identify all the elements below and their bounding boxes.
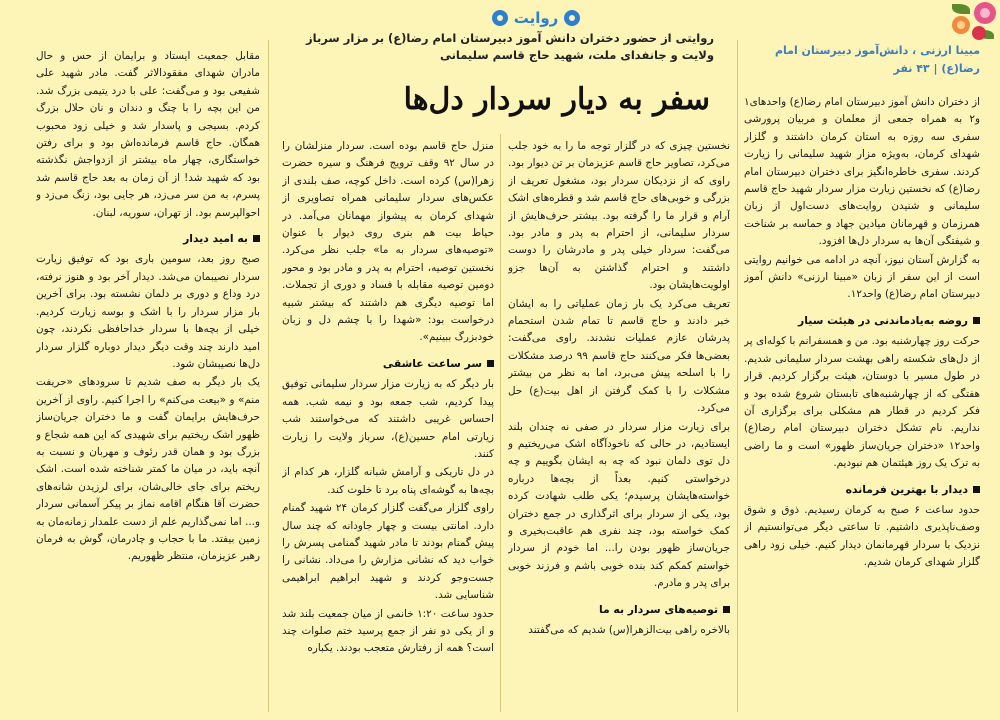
subheading	[282, 355, 494, 372]
paragraph: حدود ساعت ۶ صبح به کرمان رسیدیم. ذوق و شوق وصف‌ناپذیری داشتیم. تا ساعتی دیگر می‌توانستیم از نزدیک با سردار قهرمانمان دیدار کنیم. خیلی زود راهی گلزار شهدای کرمان شدیم.	[744, 503, 980, 569]
paragraph: مقابل جمعیت ایستاد و برایمان از حس و حال مادران شهدای مفقودالاثر گفت. مادر شهید علی شفیعی بود و می‌گفت: علی با درد یتیمی بزرگ شد. من این بچه را با چنگ و دندان و نان حلال بزرگ کردم. بسیجی و پاسدار شد و خیلی زود محبوب همگان. حاج قاسم فرمانده‌اش بود و برای رفتن خواستگاری، چهار ماه بیشتر از ازدواجش نگذشته بود که شهید شد! از آن زمان به بعد حاج قاسم شد پسرم، به من سر می‌زد، هر جایی بود، زنگ می‌زد و احوالپرسم بود. از تهران، سوریه، لبنان.	[36, 50, 260, 219]
article-column-4	[36, 48, 260, 710]
blue-flower-icon	[564, 10, 580, 26]
square-bullet-icon	[973, 486, 980, 493]
article-kicker: روایتی از حضور دختران دانش آموز دبیرستان امام رضا(ع) بر مزار سرباز ولایت و جانفدای ملت، شهید حاج قاسم سلیمانی	[306, 31, 714, 62]
paragraph: حدود ساعت ۱:۲۰ خانمی از میان جمعیت بلند شد و از یکی دو نفر از جمع پرسید ختم صلوات چند است؟ همه از رفتارش متعجب بودند. یکباره	[282, 607, 494, 655]
paragraph: بار دیگر که به زیارت مزار سردار سلیمانی توفیق پیدا کردیم، شب جمعه بود و نیمه شب. همه احساس غریبی داشتند که می‌خواستند شب زیارتی امام حسین(ع)، سرباز ولایت را زیارت کنند.	[282, 378, 494, 460]
paragraph: حرکت روز چهارشنبه بود. من و همسفرانم با کوله‌ای پر از دل‌های شکسته راهی بهشت سردار سلیمانی شدیم. در طول مسیر با دوستان، هیئت برگزار کردیم. قرار هفتگی که از چهارشنبه‌های تابستان شروع شده بود و فکر کردیم در قطار هم مشکلی برای برگزاری آن نداریم. نام تشکل دختران دبیرستان امام رضا(ع) واحد۱۲ «دختران جریان‌ساز ظهور» است و ما راضی به ترک یک روز هیئتمان هم نبودیم.	[744, 335, 980, 470]
column-divider	[737, 40, 738, 712]
subheading-text: سر ساعت عاشقی	[382, 356, 482, 370]
paragraph: در دل تاریکی و آرامش شبانه گلزار، هر کدام از بچه‌ها به گوشه‌ای پناه برد تا خلوت کند.	[282, 466, 494, 496]
subheading-text: روضه به‌یادماندنی در هیئت سیار	[798, 313, 968, 327]
article-column-2	[508, 138, 730, 710]
subheading	[744, 481, 980, 498]
subheading-text: توصیه‌های سردار به ما	[598, 602, 718, 616]
paragraph: یک بار دیگر به صف شدیم تا سرودهای «حریفت منم» و «بیعت می‌کنم» را اجرا کنیم. راوی از آخرین حرف‌هایش برایمان گفت و ما دختران جریان‌ساز ظهور اشک ریختیم برای شهیدی که این همه شجاع و بزرگ بود و همان قدر رئوف و مهربان و نسبت به آنچه باید، در میان ما کمتر شناخته شده است. اشک ریختم برای جای خالی‌شان، برای لرزیدن شانه‌های حضرت آقا هنگام اقامه نماز بر پیکر آسمانی سردار و... اما نمی‌گذاریم علم از دست علمدار زمانه‌مان به زمین بیفتد. ما با حجاب و چادرمان، گوش به فرمان رهبر عزیزمان، منتظر ظهوریم.	[36, 376, 260, 563]
column-divider	[268, 40, 269, 712]
blue-flower-icon	[492, 10, 508, 26]
paragraph: بالاخره راهی بیت‌الزهرا(س) شدیم که می‌گفتند	[528, 623, 730, 636]
paragraph: تعریف می‌کرد یک بار زمان عملیاتی را به ایشان خبر دادند و حاج قاسم تا تمام شدن استحمام پدرشان عازم عملیات نشدند. راوی می‌گفت: بعضی‌ها فکر می‌کنند حاج قاسم ۹۹ درصد مشکلات را با اسلحه پیش می‌برد، اما به نظر من بیشتر مشکلات را با کمک گرفتن از اهل بیت(ع) حل می‌کرد.	[508, 297, 730, 415]
square-bullet-icon	[723, 606, 730, 613]
square-bullet-icon	[973, 317, 980, 324]
flower-ornament-icon	[940, 0, 1000, 48]
column-divider	[500, 134, 501, 712]
byline: مبینا ارزنی ، دانش‌آموز دبیرستان امام رضا(ع) | ۴۳ نفر	[774, 44, 980, 75]
paragraph: صبح روز بعد، سومین باری بود که توفیق زیارت سردار نصیبمان می‌شد. دیدار آخر بود و هنوز نرفته، درد وداع و دوری بر دلمان نشسته بود. برای آخرین بار مزار سردار را با اشک و بوسه زیارت کردیم. خیلی از بچه‌ها با سردار خداحافظی نکردند، چون امید دارند چند وقت دیگر دیدار دوباره گلزار سردار دل‌ها نصیبشان شود.	[36, 253, 260, 370]
section-tag	[486, 4, 586, 32]
subheading-text: به امید دیدار	[183, 232, 248, 246]
article-column-1	[744, 94, 980, 710]
article-headline: سفر به دیار سردار دل‌ها	[403, 82, 710, 117]
square-bullet-icon	[487, 360, 494, 367]
article-column-3	[282, 138, 494, 710]
paragraph: از دختران دانش آموز دبیرستان امام رضا(ع) واحدهای۱ و۲ به همراه جمعی از معلمان و مربیان پرورشی سفری سه روزه به استان کرمان داشتند و گلزار شهدای کرمان، به‌ویژه مزار شهید سلیمانی را زیارت کردند. سفری خاطره‌انگیز برای دختران دبیرستان امام رضا(ع) که نخستین زیارت مزار سردار شهید حاج قاسم سلیمانی و شنیدن روایت‌های دست‌اول از زبان همرزمان و قهرمانان میادین جهاد و حماسه بر شناخت و شیفتگی آن‌ها به سردار دل‌ها افزود.	[744, 96, 980, 248]
square-bullet-icon	[253, 235, 260, 242]
paragraph: به گزارش آستان نیوز، آنچه در ادامه می خوانیم روایتی است از این سفر از زبان «مبینا ارزنی» دانش آموز دبیرستان امام رضا(ع) واحد۱۲.	[744, 253, 980, 301]
paragraph: منزل حاج قاسم بوده است. سردار منزلشان را در سال ۹۲ وقف ترویج فرهنگ و سیره حضرت زهرا(س) کرده است. داخل کوچه، صف بلندی از عکس‌های سردار سلیمانی همراه تصاویری از شهدای کرمان به پیشواز مهمانان می‌آمد. در حیاط بیت هم بنری روی دیوار با عنوان «توصیه‌های سردار به ما» جلب نظر می‌کرد. نخستین توصیه، احترام به پدر و مادر بود و محور دومین توصیه مقابله با فساد و دوری از تجملات. اما توصیه دیگری هم داشتند که بیشتر شبیه درخواست بود: «شهدا را با چشم دل و زبان خودبزرگ ببینیم».	[282, 140, 494, 344]
subheading-text: دیدار با بهترین فرمانده	[845, 482, 968, 496]
subheading	[508, 601, 730, 618]
paragraph: برای زیارت مزار سردار در صفی نه چندان بلند ایستادیم، در حالی که ناخودآگاه اشک می‌ریختیم و دل توی دلمان نبود که چه به ایشان بگوییم و چه درخواستی کنیم. بعداً از بچه‌ها درباره خواسته‌هایشان پرسیدم؛ یکی طلب شهادت کرده بود، یکی از سردار برای اثرگذاری در جمع دختران کمک خواسته بود، چند نفری هم عاقبت‌بخیری و جریان‌ساز ظهور بودن را... اما خودم از سردار خواستم کمکم کند بنده خوبی باشم و فرزند خوبی برای پدر و مادرم.	[508, 420, 730, 590]
subheading	[36, 230, 260, 247]
subheading	[744, 312, 980, 329]
section-label: روایت	[513, 9, 559, 27]
paragraph: راوی گلزار می‌گفت گلزار کرمان ۲۴ شهید گمنام دارد. امانتی بیست و چهار جاودانه که چند سال پیش گمنام بودند تا مادر شهید گمنامی پسرش را خواب دید که نشانی مزارش را می‌داد. نشانی را جست‌وجو کردند و شهید ابراهیم ابراهیمی شناسایی شد.	[282, 502, 494, 602]
paragraph: نخستین چیزی که در گلزار توجه ما را به خود جلب می‌کرد، تصاویر حاج قاسم عزیزمان بر تن دیوار بود. راوی که از نزدیکان سردار بود، مشغول تعریف از بزرگی و خوبی‌های حاج قاسم شد و قطره‌های اشک آرام و قرار ما را گرفته بود. بیشتر حرف‌هایش از سردار سلیمانی، از احترام به پدر و مادر بود. می‌گفت: سردار خیلی پدر و مادرشان را دوست داشتند و احترام گذاشتن به آن‌ها جزو اولویت‌هایشان بود.	[508, 140, 730, 292]
